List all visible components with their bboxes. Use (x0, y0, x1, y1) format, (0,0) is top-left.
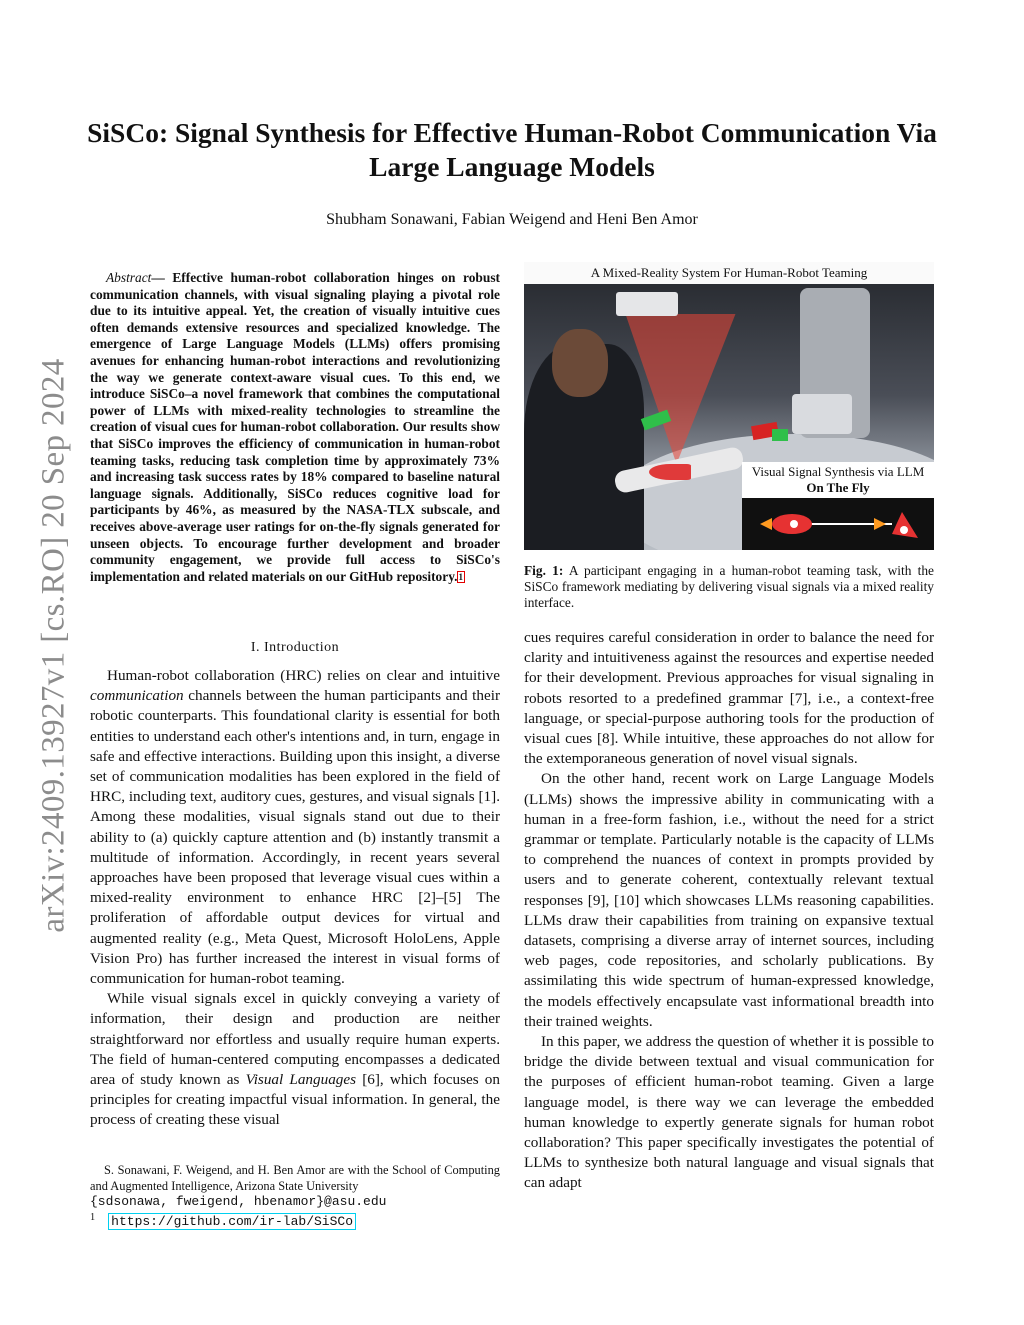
abstract (90, 270, 500, 585)
section-heading: I. Introduction (250, 640, 340, 655)
footnote-text: S. Sonawani, F. Weigend, and H. Ben Amor are with the School of Computing and Augmented Intelligence, Arizona State University (90, 1163, 500, 1193)
green-block-icon (772, 429, 788, 441)
paragraph: On the other hand, recent work on Large Language Models (LLMs) shows the impressive ability in communicating with a human in a free-form fashion, i.e., without the need for a strict grammar or template. Particularly notable is the capacity of LLMs to comprehend the nuances of context in prompts provided by users and to generate coherent, contextually relevant textual responses [9], [10] which showcases LLMs reasoning capabilities. LLMs draw their capabilities from training on expansive textual datasets, comprising a diverse array of internet sources, including web pages, code repositories, and scholarly publications. By assimilating this wide spectrum of human-expressed knowledge, the models effectively encapsulate vast informational breadth into their trained weights. (524, 770, 934, 1030)
paragraph: In this paper, we address the question of whether it is possible to bridge the divide between textual and visual communication for the purposes of efficient human-robot teaming. Given a large language model, is there way we can leverage the embedded human knowledge to expertly generate signals for human robot collaboration? This paper specifically investigates the potential of LLMs to synthesize both natural language and visual signals that can adapt (524, 1033, 934, 1192)
signal-inset (742, 462, 934, 550)
figure-caption (524, 563, 934, 612)
rocket-toy-icon (649, 464, 691, 480)
abstract-label: Abstract (106, 270, 152, 285)
author-emails: {sdsonawa, fweigend, hbenamor}@asu.edu (90, 1194, 387, 1209)
rocket-signal-icon (742, 498, 934, 550)
inset-subtitle: On The Fly (806, 480, 870, 495)
arxiv-stamp (24, 350, 84, 940)
arxiv-id: arXiv:2409.13927v1 [cs.RO] 20 Sep 2024 (35, 357, 72, 933)
caption-text: A participant engaging in a human-robot teaming task, with the SiSCo framework mediating by delivering visual signals via a mixed reality interface. (524, 563, 934, 611)
github-link[interactable]: https://github.com/ir-lab/SiSCo (111, 1213, 354, 1229)
link-footnote-marker: 1 (90, 1211, 96, 1223)
footnote-marker-link[interactable]: 1 (458, 571, 463, 582)
caption-label: Fig. 1: (524, 563, 564, 578)
figure-photo (524, 284, 934, 550)
affiliation-footnote (90, 1163, 500, 1229)
paragraph: Human-robot collaboration (HRC) relies on clear and intuitive communication channels between the human participants and their robotic counterparts. This foundational clarity is essential for both entities to understand each other's intentions and, in turn, engage in safe and effective interactions. Building upon this insight, a diverse set of communication modalities has been explored in the field of HRC, including text, auditory cues, gestures, and visual signals [1]. Among these modalities, visual signals stand out due to their ability to (a) quickly capture attention and (b) instantly transmit a multitude of information. Accordingly, in recent years several approaches have been proposed that leverage visual cues within a mixed-reality environment to enhance HRC [2]–[5] The proliferation of affordable output devices for virtual and augmented reality (e.g., Meta Quest, Microsoft HoloLens, Apple Vision Pro) has further increased the interest in visual forms of communication for human-robot teaming. (90, 667, 500, 988)
abstract-text: — Effective human-robot collaboration hinges on robust communication channels, with visual signaling playing a pivotal role due to its intuitive appeal. Yet, the creation of visually intuitive cues often demands extensive resources and specialized knowledge. The emergence of Large Language Models (LLMs) offers promising avenues for enhancing human-robot interactions and revolutionizing the way we generate context-aware visual cues. To this end, we introduce SiSCo–a novel framework that combines the computational power of LLMs with mixed-reality technologies to streamline the creation of visual cues for human-robot collaboration. Our results show that SiSCo improves the efficiency of communication in human-robot teaming tasks, reducing task completion time by approximately 73% and increasing task success rates by 18% compared to baseline natural language signals. Additionally, SiSCo reduces cognitive load for participants by 46%, as measured by the NASA-TLX subscale, and receives above-average user ratings for on-the-fly signals generated for unseen objects. To encourage further development and broader community engagement, we provide full access to SiSCo's implementation and related materials on our GitHub repository. (90, 270, 500, 584)
figure-1 (524, 262, 934, 550)
figure-header: A Mixed-Reality System For Human-Robot Teaming (524, 262, 934, 284)
projector-icon (616, 292, 678, 316)
participant-head (552, 329, 608, 397)
author-list: Shubham Sonawani, Fabian Weigend and Heni Ben Amor (326, 211, 698, 228)
paragraph: While visual signals excel in quickly conveying a variety of information, their design and production are neither straightforward nor effortless and usually require human experts. The field of human-centered computing encompasses a dedicated area of study known as Visual Languages [6], which focuses on principles for creating impactful visual information. In general, the process of creating these visual (90, 990, 500, 1129)
left-column-body (90, 666, 500, 1131)
robot-base-icon (792, 394, 852, 434)
signal-panel (742, 498, 934, 550)
paragraph: cues requires careful consideration in order to balance the need for clarity and intuitiveness against the resources and expertise needed for their development. Previous approaches for visual signaling in robots resorted to a predefined grammar [7], i.e., a context-free language, or special-purpose authoring tools for the production of visual cues [8]. While intuitive, these approaches do not allow for the extemporaneous generation of novel visual signals. (524, 629, 934, 768)
right-column-body (524, 628, 934, 1194)
projector-beam (625, 314, 756, 464)
inset-title: Visual Signal Synthesis via LLM (751, 464, 925, 479)
paper-title: SiSCo: Signal Synthesis for Effective Human-Robot Communication Via Large Language Models (87, 117, 937, 182)
